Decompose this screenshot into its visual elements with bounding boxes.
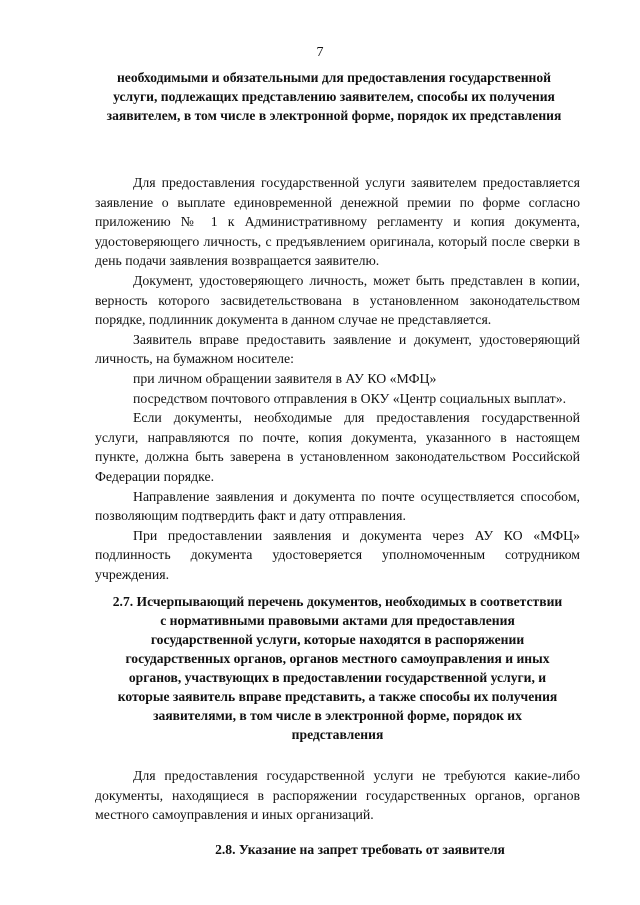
paragraph-paper-submission: Заявитель вправе предоставить заявление и документ, удостоверяющий личность, на бумажном носителе: [95,331,580,367]
paragraph-id-copy: Документ, удостоверяющего личность, может быть представлен в копии, верность которого засвидетельствована в установленном законодательством порядке, подлинник документа в данном случае не представляется. [95,272,580,328]
section-2-7-body [95,766,580,825]
section-heading-continuation: необходимыми и обязательными для предоставления государственной услуги, подлежащих представлению заявителем, способы их получения заявителем, в том числе в электронной форме, порядок их представления [106,70,562,123]
paragraph-in-person: при личном обращении заявителя в АУ КО «МФЦ» [133,370,437,386]
paragraph-by-mail: посредством почтового отправления в ОКУ «Центр социальных выплат». [133,390,567,406]
paragraph-mail-confirmation: Направление заявления и документа по почте осуществляется способом, позволяющим подтвердить факт и дату отправления. [95,488,580,524]
paragraph-mail-certification: Если документы, необходимые для предоставления государственной услуги, направляются по почте, копия документа, указанного в настоящем пункте, должна быть заверена в установленном законодательством Российской Федерации порядке. [95,410,580,484]
paragraph-no-documents-required: Для предоставления государственной услуги не требуются какие-либо документы, находящиеся в распоряжении государственных органов, органов местного самоуправления и иных организаций. [95,768,580,823]
section-2-7-heading: 2.7. Исчерпывающий перечень документов, необходимых в соответствии с нормативными правовыми актами для предоставления государственной услуги, которые находятся в распоряжении государственных органов, органов местного самоуправления и иных органов, участвующих в предоставлении государственной услуги, и которые заявитель вправе представить, а также способы их получения заявителями, в том числе в электронной форме, порядок их представления [112,594,563,742]
paragraph-application: Для предоставления государственной услуги заявителем предоставляется заявление о выплате единовременной денежной премии по форме согласно приложению № 1 к Административному регламенту и копия документа, удостоверяющего личность, с предъявлением оригинала, который после сверки в день подачи заявления возвращается заявителю. [95,175,580,269]
page-number: 7 [316,45,324,60]
section-2-6-body [95,173,580,584]
section-2-8-heading: 2.8. Указание на запрет требовать от заявителя [215,842,505,857]
paragraph-mfc-verification: При предоставлении заявления и документа через АУ КО «МФЦ» подлинность документа удостоверяется уполномоченным сотрудником учреждения. [95,527,580,582]
